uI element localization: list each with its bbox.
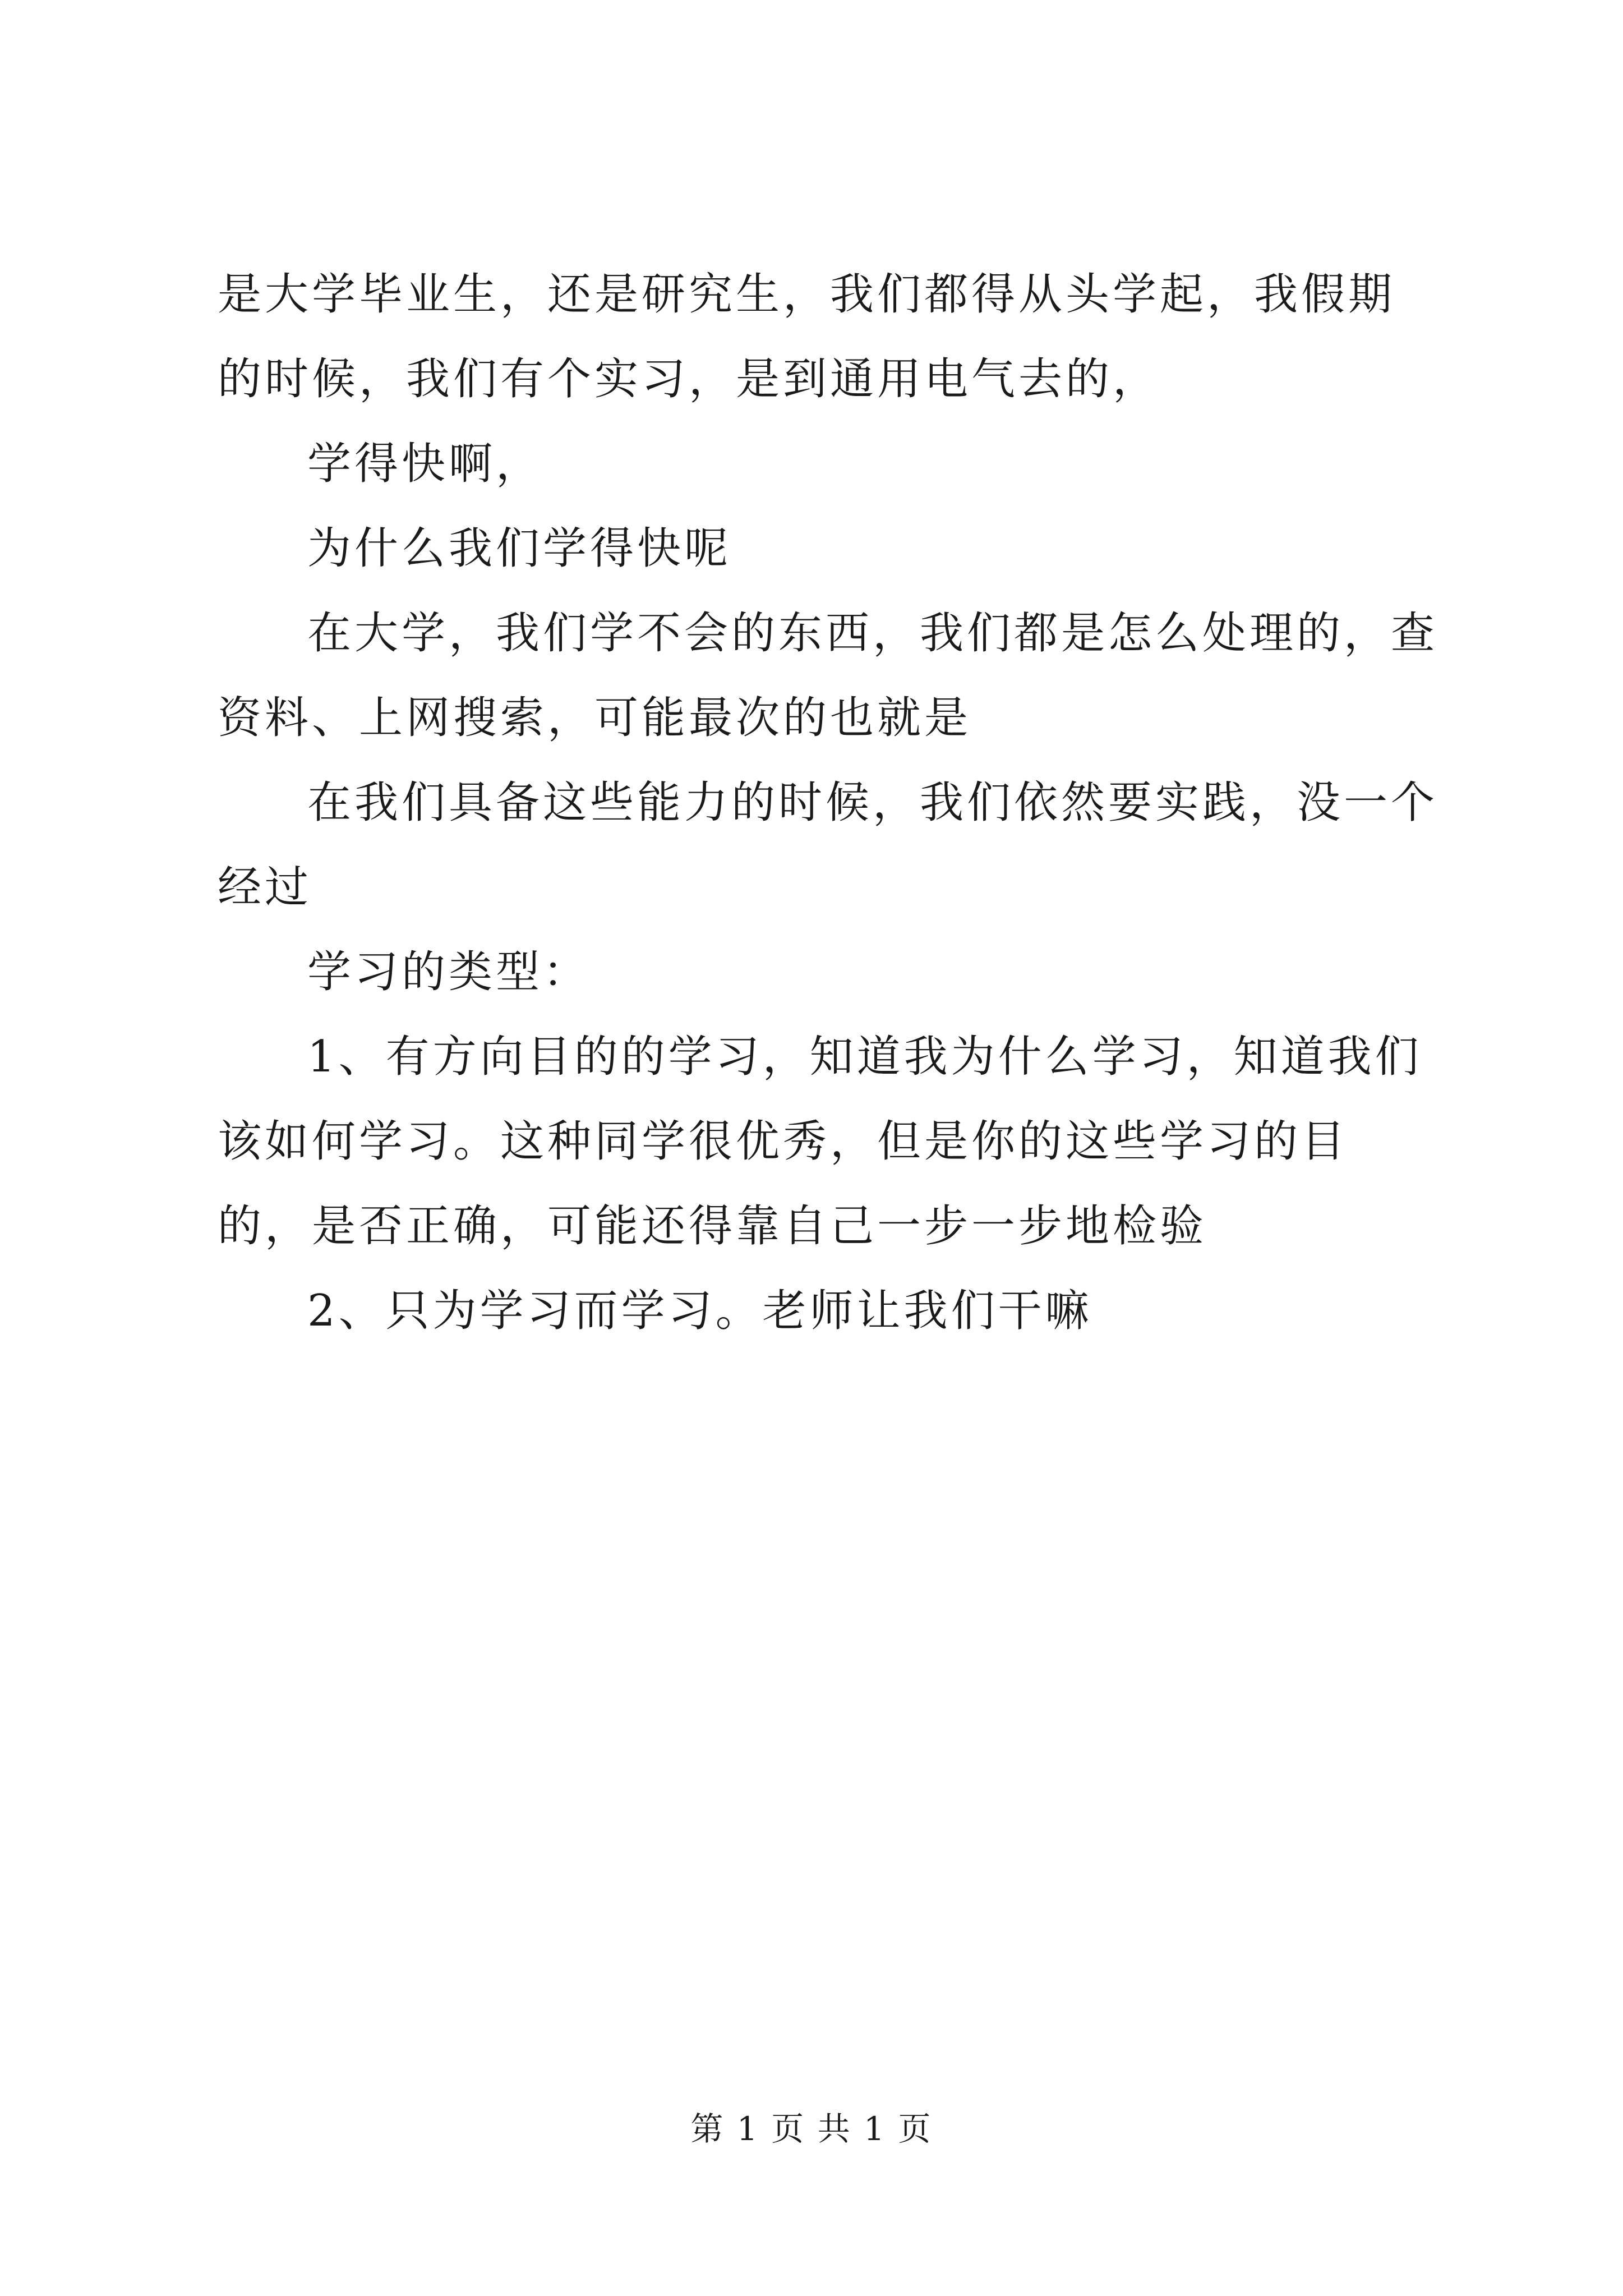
- paragraph: 在我们具备这些能力的时候，我们依然要实践，没一个经过: [218, 777, 1438, 913]
- paragraph: 1、有方向目的的学习，知道我为什么学习，知道我们该如何学习。这种同学很优秀，但是你的这些学习的目的，是否正确，可能还得靠自己一步一步地检验: [218, 1032, 1422, 1251]
- paragraph: 在大学，我们学不会的东西，我们都是怎么处理的，查资料、上网搜索，可能最次的也就是: [218, 608, 1438, 743]
- document-body: [218, 252, 1440, 1354]
- paragraph: 学习的类型：: [307, 947, 591, 997]
- paragraph: 学得快啊，: [307, 439, 543, 489]
- page-footer: 第 1 页 共 1 页: [690, 2110, 933, 2148]
- paragraph: 为什么我们学得快呢: [307, 523, 732, 574]
- paragraph: 是大学毕业生，还是研究生，我们都得从头学起，我假期的时候，我们有个实习，是到通用电气去的，: [218, 269, 1396, 404]
- paragraph: 2、只为学习而学习。老师让我们干嘛: [307, 1286, 1092, 1336]
